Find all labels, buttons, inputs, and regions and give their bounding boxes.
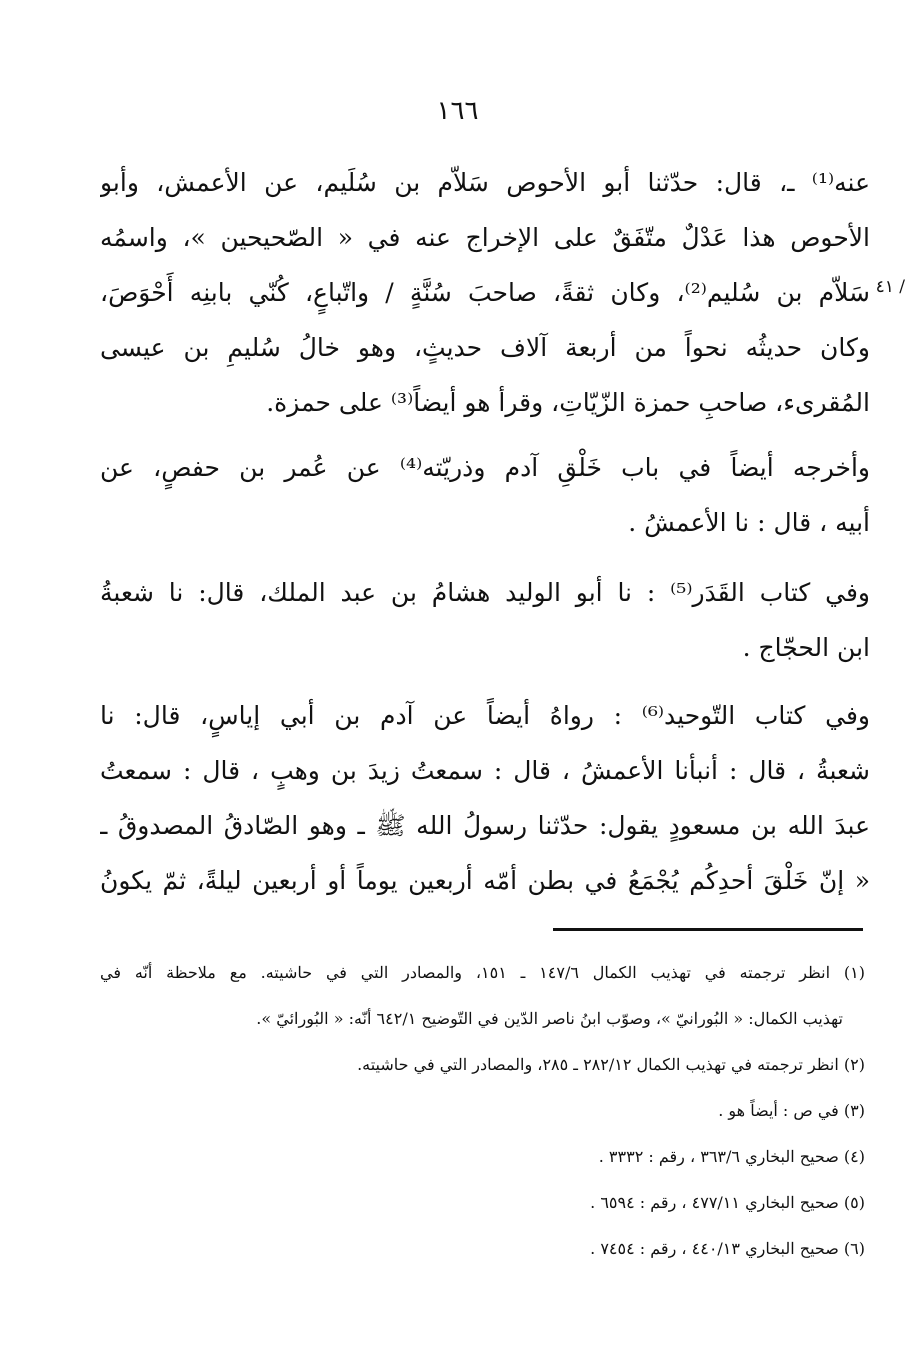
footnote-1: (١) انظر ترجمته في تهذيب الكمال ١٤٧/٦ ـ ١٥١، والمصادر التي في حاشيته. مع ملاحظة أنّه في [100,963,865,982]
text-line: وأخرجه أيضاً في باب خَلْقِ آدم وذريّته⁽⁴⁾ عن عُمر بن حفصٍ، عن [100,453,870,482]
text-line: عبدَ الله بن مسعودٍ يقول: حدّثنا رسولُ الله ﷺ ـ وهو الصّادقُ المصدوقُ ـ [100,811,870,840]
text-line: وفي كتاب التّوحيد⁽⁶⁾ : رواهُ أيضاً عن آدم بن أبي إياسٍ، قال: نا [100,701,870,730]
text-line: ابن الحجّاج . [742,633,870,662]
text-line: شعبةُ ، قال : أنبأنا الأعمشُ ، قال : سمعتُ زيدَ بن وهبٍ ، قال : سمعتُ [100,756,870,785]
footnote-divider [553,928,863,931]
paragraph-4 [100,688,870,908]
footnotes [100,950,865,1272]
text-line: « إنّ خَلْقَ أحدِكُم يُجْمَعُ في بطن أمّه أربعين يوماً أو أربعين ليلةً، ثمّ يكونُ [100,866,870,895]
page-number: ١٦٦ [436,96,479,126]
text-line: أبيه ، قال : نا الأعمشُ . [628,508,870,537]
paragraph-1 [100,155,870,430]
footnote-2: (٢) انظر ترجمته في تهذيب الكمال ٢٨٢/١٢ ـ ٢٨٥، والمصادر التي في حاشيته. [357,1055,865,1074]
text-line: المُقرىء، صاحبِ حمزة الزّيّاتِ، وقرأ هو أيضاً⁽³⁾ على حمزة. [266,388,870,417]
margin-reference: / ٤١ [875,277,905,297]
footnote-6: (٦) صحيح البخاري ٤٤٠/١٣ ، رقم : ٧٤٥٤ . [590,1239,865,1258]
paragraph-3 [100,565,870,675]
footnote-4: (٤) صحيح البخاري ٣٦٣/٦ ، رقم : ٣٣٣٢ . [598,1147,865,1166]
text-line: سَلاّم بن سُليم⁽²⁾، وكان ثقةً، صاحبَ سُنَّةٍ / واتّباعٍ، كُنّي بابنِه أَحْوَصَ، [100,278,870,307]
text-line: وفي كتاب القَدَر⁽⁵⁾ : نا أبو الوليد هشامُ بن عبد الملك، قال: نا شعبةُ [100,578,870,607]
footnote-3: (٣) في ص : أيضاً هو . [718,1101,865,1120]
paragraph-2 [100,440,870,550]
text-line: الأحوص هذا عَدْلٌ متّفَقٌ على الإخراج عنه في « الصّحيحين »، واسمُه [100,223,870,252]
text-line: عنه⁽¹⁾ ـ، قال: حدّثنا أبو الأحوص سَلاّم بن سُلَيم، عن الأعمش، وأبو [100,168,870,197]
text-line: وكان حديثُه نحواً من أربعة آلاف حديثٍ، وهو خالُ سُليمِ بن عيسى [100,333,870,362]
footnote-1-continued: تهذيب الكمال: « البُورانيّ »، وصوّب ابنُ ناصر الدّين في التّوضيح ٦٤٢/١ أنّه: « البُورائيّ ». [256,1009,843,1028]
footnote-5: (٥) صحيح البخاري ٤٧٧/١١ ، رقم : ٦٥٩٤ . [590,1193,865,1212]
